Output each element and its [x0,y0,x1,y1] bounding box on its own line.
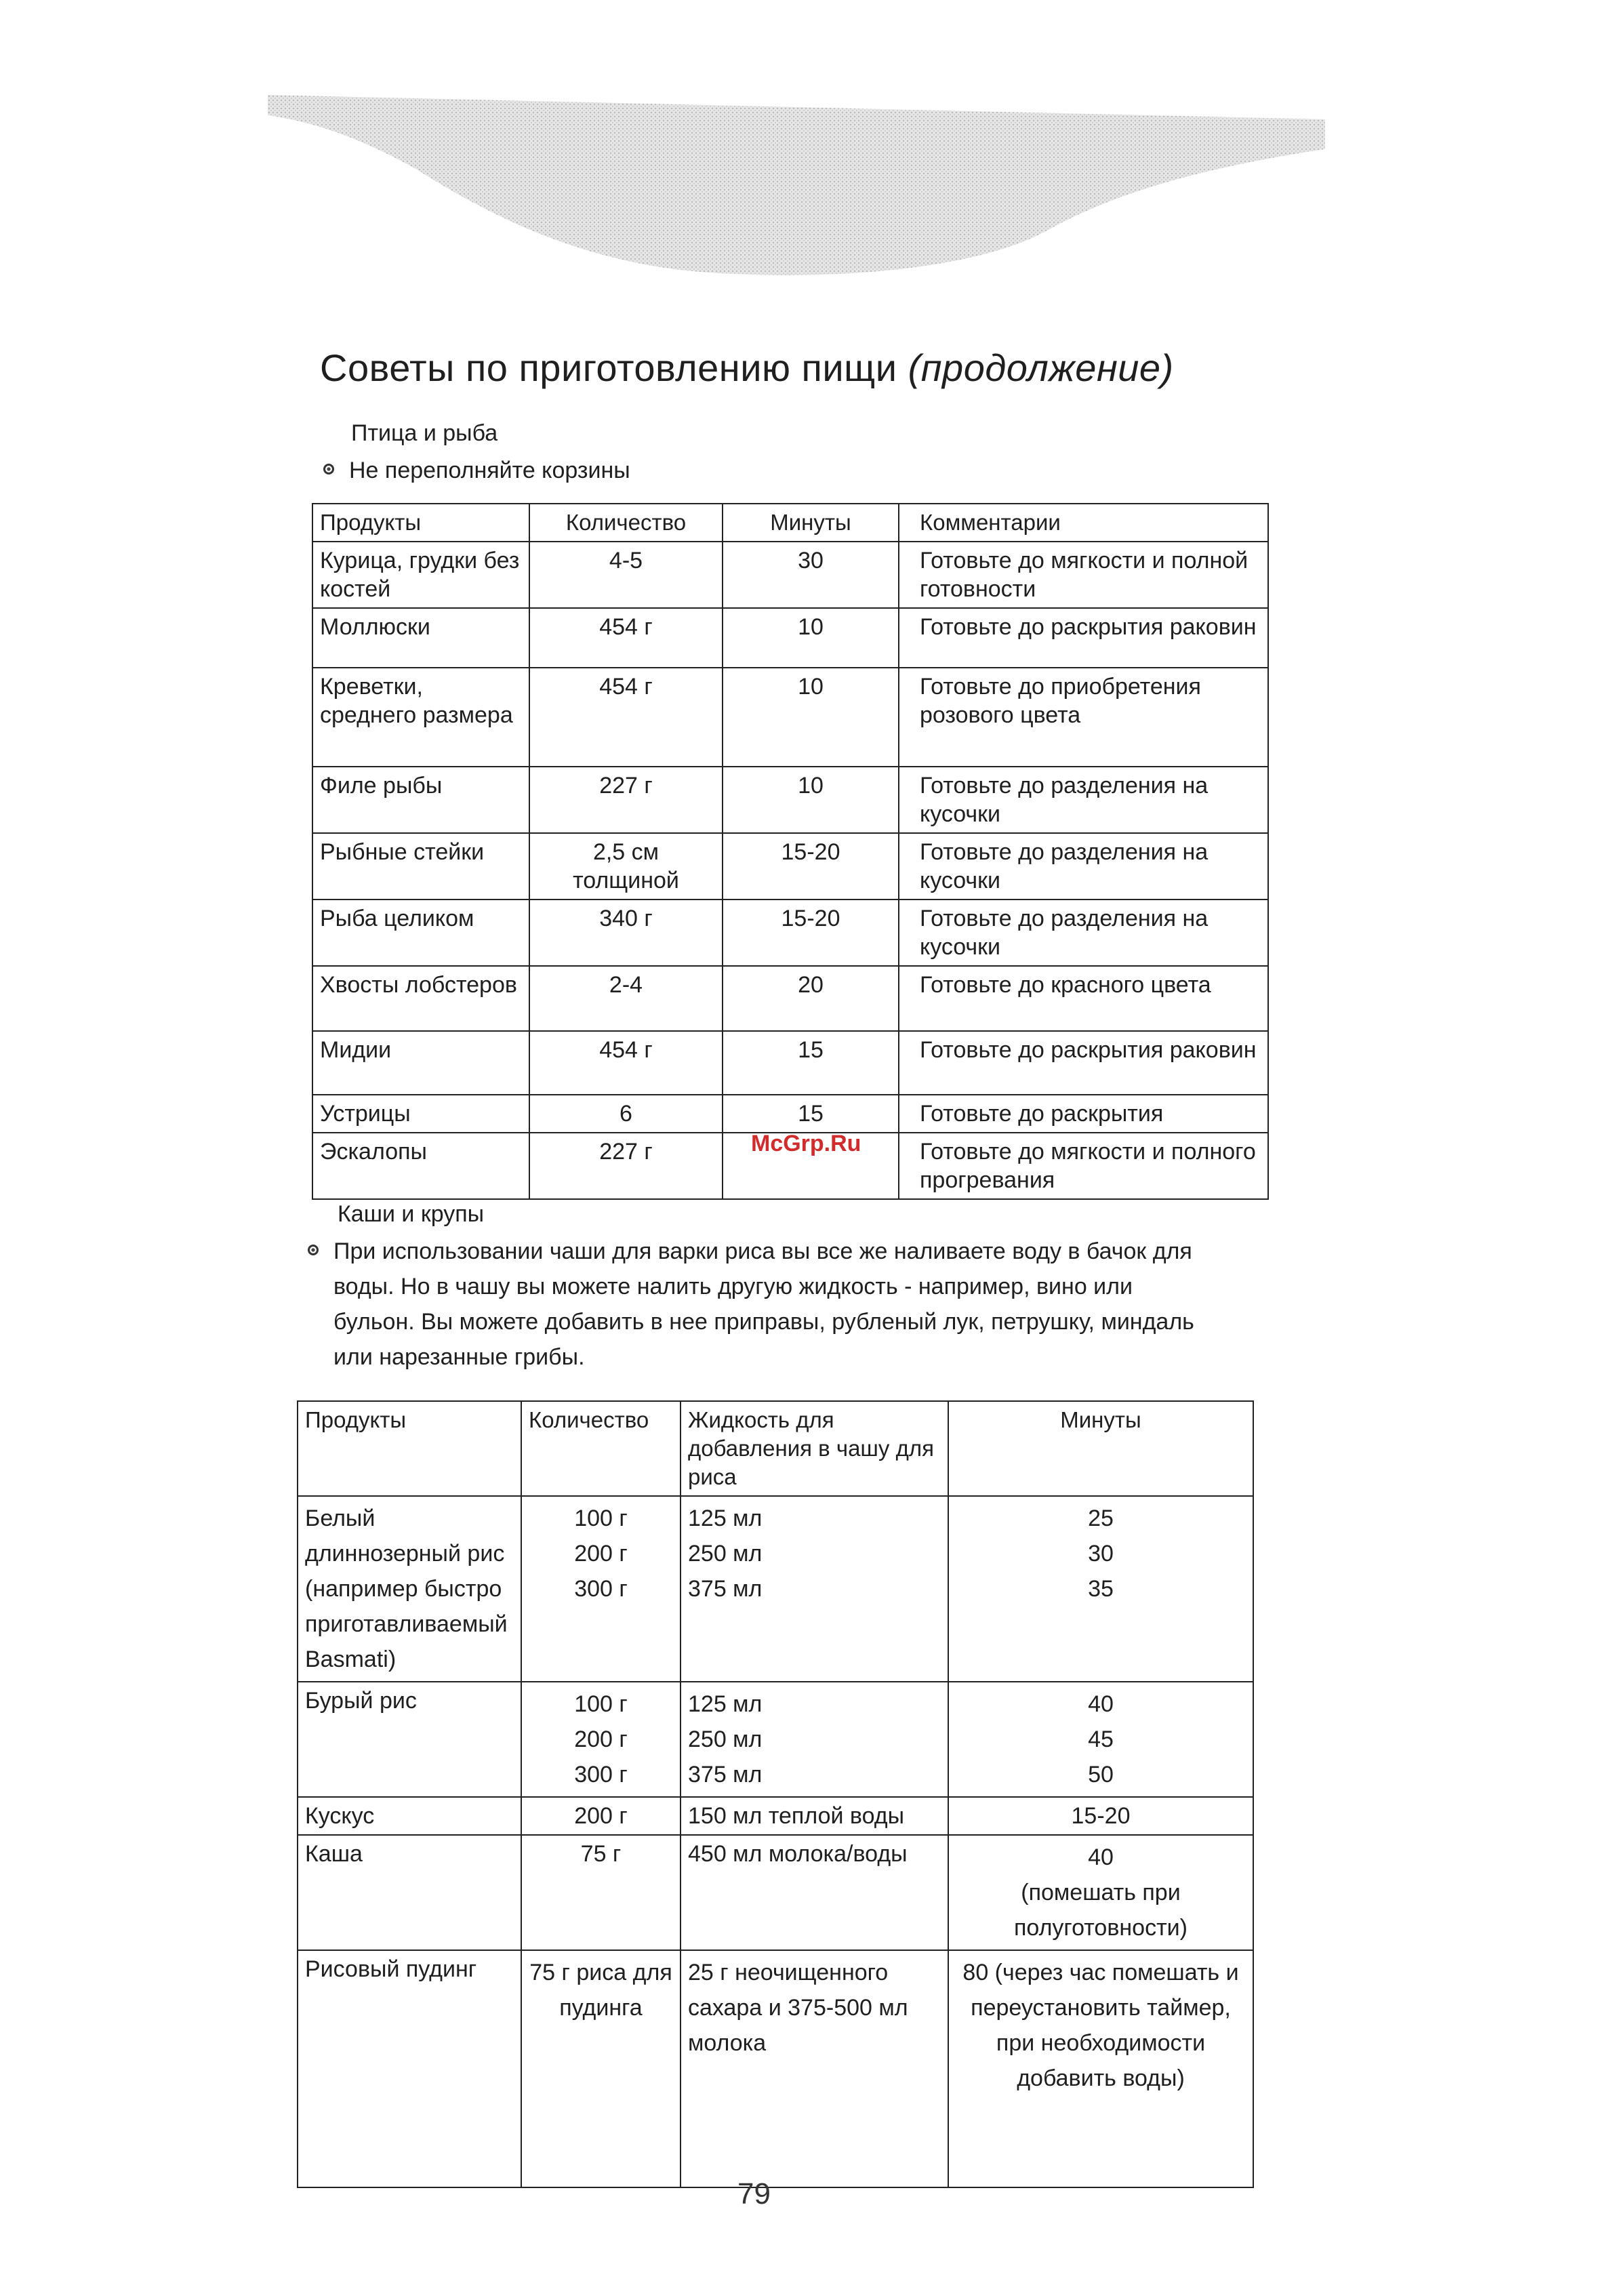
cell-qty: 4-5 [529,542,723,608]
cell-qty: 454 г [529,1031,723,1095]
bullet-poultry [349,453,959,488]
cell-qty [521,1496,681,1682]
header-wave-banner [268,95,1325,285]
section-heading-grains: Каши и крупы [338,1201,485,1227]
bullet-grains-text: При использовании чаши для варки риса вы все же наливаете воду в бачок для воды. Но в чашу вы можете налить другую жидкость - например, вино или бульон. Вы можете добавить в нее приправы, рубленый лук, петрушку, миндаль или нарезанные грибы. [333,1238,1194,1370]
col-header-product: Продукты [312,504,529,542]
col-header-qty: Количество [529,504,723,542]
table-row [298,1797,1253,1835]
cell-minutes: 30 [723,542,899,608]
cell-qty: 2,5 см толщиной [529,833,723,900]
table-row [312,1031,1268,1095]
table-header-row [312,504,1268,542]
cell-qty: 6 [529,1095,723,1133]
cell-qty: 340 г [529,900,723,966]
cell-qty: 2-4 [529,966,723,1031]
cell-product: Устрицы [312,1095,529,1133]
cell-comment: Готовьте до красного цвета [899,966,1268,1031]
table-row [298,1950,1253,2187]
cell-product: Кускус [298,1797,521,1835]
table-row [312,966,1268,1031]
bullet-poultry-text: Не переполняйте корзины [349,458,630,483]
cell-liquid: 450 мл молока/воды [681,1835,948,1950]
qty-line: 300 г [574,1762,628,1787]
cell-product: Белый длиннозерный рис (например быстро приготавливаемый Basmati) [298,1496,521,1682]
minutes-line: 45 [1088,1726,1114,1752]
cell-minutes: 20 [723,966,899,1031]
table-row [312,767,1268,833]
liquid-line: 250 мл [688,1726,763,1752]
col-header-minutes: Минуты [948,1401,1253,1496]
minutes-line: 40 [1088,1691,1114,1717]
col-header-product: Продукты [298,1401,521,1496]
table-row [312,668,1268,767]
cell-product: Моллюски [312,608,529,668]
cell-minutes: 15-20 [723,900,899,966]
table-row [298,1835,1253,1950]
cell-comment: Готовьте до раскрытия раковин [899,608,1268,668]
cell-product: Филе рыбы [312,767,529,833]
cell-qty: 454 г [529,608,723,668]
cell-liquid: 150 мл теплой воды [681,1797,948,1835]
title-sub: (продолжение) [908,346,1174,389]
title-main: Советы по приготовлению пищи [320,346,897,389]
qty-line: 200 г [574,1726,628,1752]
cell-qty: 227 г [529,1133,723,1199]
col-header-minutes: Минуты [723,504,899,542]
cell-minutes: 10 [723,767,899,833]
table-header-row [298,1401,1253,1496]
cell-comment: Готовьте до раскрытия раковин [899,1031,1268,1095]
grains-table [297,1400,1254,2188]
cell-product: Рыба целиком [312,900,529,966]
liquid-line: 125 мл [688,1506,763,1531]
cell-qty [521,1682,681,1797]
liquid-line: 375 мл [688,1762,763,1787]
table-row [298,1682,1253,1797]
minutes-line: 35 [1088,1576,1114,1602]
cell-minutes [948,1835,1253,1950]
cell-comment: Готовьте до мягкости и полной готовности [899,542,1268,608]
table-row [312,1095,1268,1133]
page-number: 79 [737,2177,771,2210]
cell-minutes: 15 [723,1031,899,1095]
minutes-line: 50 [1088,1762,1114,1787]
liquid-line: 125 мл [688,1691,763,1717]
poultry-fish-table [312,503,1269,1200]
cell-liquid [681,1682,948,1797]
qty-line: 200 г [574,1541,628,1567]
cell-product: Хвосты лобстеров [312,966,529,1031]
cell-qty: 454 г [529,668,723,767]
minutes-line: 40 [1088,1844,1114,1870]
cell-product: Курица, грудки без костей [312,542,529,608]
minutes-line: (помешать при полуготовности) [1014,1880,1187,1941]
minutes-line: 30 [1088,1541,1114,1567]
bullet-grains [333,1234,1215,1375]
cell-minutes: 80 (через час помешать и переустановить таймер, при необходимости добавить воды) [948,1950,1253,2187]
table-row [312,542,1268,608]
cell-qty: 75 г [521,1835,681,1950]
liquid-line: 250 мл [688,1541,763,1567]
col-header-comments: Комментарии [899,504,1268,542]
qty-line: 100 г [574,1691,628,1717]
cell-comment: Готовьте до разделения на кусочки [899,833,1268,900]
cell-minutes: 10 [723,608,899,668]
cell-qty: 200 г [521,1797,681,1835]
cell-comment: Готовьте до мягкости и полного прогревания [899,1133,1268,1199]
cell-product: Бурый рис [298,1682,521,1797]
cell-product: Креветки, среднего размера [312,668,529,767]
watermark-logo: McGrp.Ru [751,1131,861,1156]
cell-minutes [948,1682,1253,1797]
qty-line: 300 г [574,1576,628,1602]
cell-comment: Готовьте до разделения на кусочки [899,900,1268,966]
table-row [312,833,1268,900]
table-row [312,900,1268,966]
cell-product: Мидии [312,1031,529,1095]
liquid-line: 375 мл [688,1576,763,1602]
cell-product: Каша [298,1835,521,1950]
cell-liquid [681,1496,948,1682]
bullet-icon [323,464,334,474]
page-title [320,346,1174,390]
qty-line: 100 г [574,1506,628,1531]
cell-minutes: 10 [723,668,899,767]
cell-product: Рисовый пудинг [298,1950,521,2187]
col-header-liquid: Жидкость для добавления в чашу для риса [681,1401,948,1496]
cell-minutes: 15 [723,1095,899,1133]
col-header-qty: Количество [521,1401,681,1496]
table-row [298,1496,1253,1682]
cell-comment: Готовьте до приобретения розового цвета [899,668,1268,767]
table-row [312,608,1268,668]
bullet-icon [308,1245,319,1255]
cell-liquid: 25 г неочищенного сахара и 375-500 мл молока [681,1950,948,2187]
cell-comment: Готовьте до раскрытия [899,1095,1268,1133]
cell-minutes [948,1496,1253,1682]
minutes-line: 25 [1088,1506,1114,1531]
cell-product: Рыбные стейки [312,833,529,900]
cell-qty: 227 г [529,767,723,833]
cell-minutes: 15-20 [723,833,899,900]
cell-product: Эскалопы [312,1133,529,1199]
cell-minutes: 15-20 [948,1797,1253,1835]
cell-qty: 75 г риса для пудинга [521,1950,681,2187]
section-heading-poultry: Птица и рыба [351,420,498,446]
cell-comment: Готовьте до разделения на кусочки [899,767,1268,833]
